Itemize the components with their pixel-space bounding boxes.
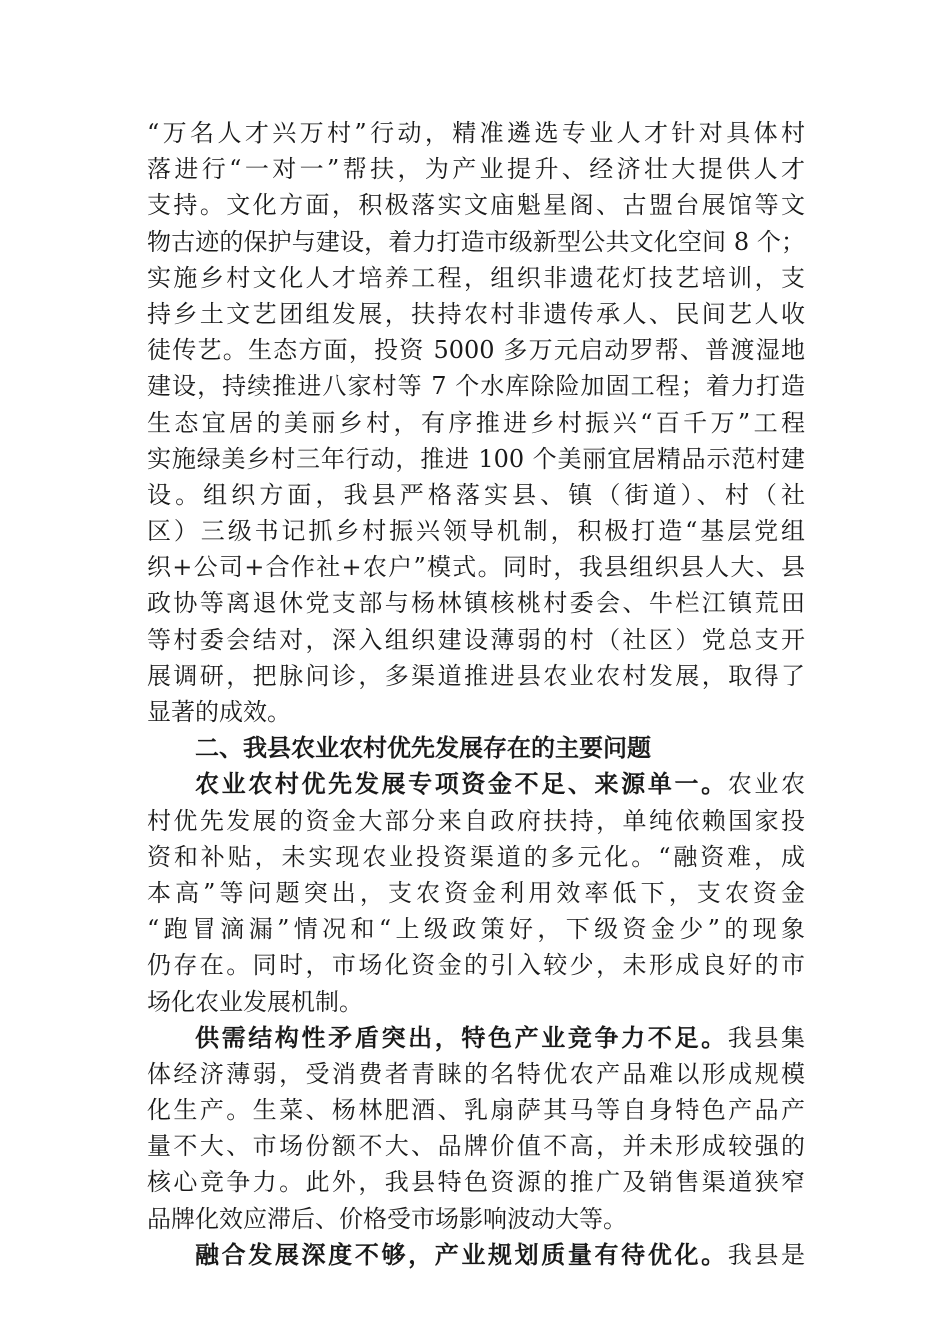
text-line: 体经济薄弱，受消费者青睐的名特优农产品难以形成规模 [147,1059,805,1088]
text-line: 等村委会结对，深入组织建设薄弱的村（社区）党总支开 [147,625,805,654]
text-line: 物古迹的保护与建设，着力打造市级新型公共文化空间 8 个； [147,227,805,256]
paragraph-first-line [147,766,805,802]
text-line: 仍存在。同时，市场化资金的引入较少，未形成良好的市 [147,951,805,980]
text-line: 本高”等问题突出，支农资金利用效率低下，支农资金 [147,878,805,907]
text-line: 徒传艺。生态方面，投资 5000 多万元启动罗帮、普渡湿地 [147,336,805,365]
paragraph-lead-tail: 我县集 [727,1023,806,1052]
text-line: 建设，持续推进八家村等 7 个水库除险加固工程；着力打造 [147,372,805,401]
paragraph-lead: 融合发展深度不够，产业规划质量有待优化。 [195,1239,728,1269]
text-line: 区）三级书记抓乡村振兴领导机制，积极打造“基层党组 [147,517,805,546]
section-heading: 二、我县农业农村优先发展存在的主要问题 [195,733,651,763]
paragraph-lead-tail: 农业农 [727,770,806,799]
text-line: 持乡土文艺团组发展，扶持农村非遗传承人、民间艺人收 [147,299,805,328]
paragraph-lead: 农业农村优先发展专项资金不足、来源单一。 [195,769,728,799]
text-line: “跑冒滴漏”情况和“上级政策好，下级资金少”的现象 [147,915,805,944]
text-line: 政协等离退休党支部与杨林镇核桃村委会、牛栏江镇荒田 [147,589,805,618]
text-line: 显著的成效。 [147,698,291,726]
text-line: “万名人才兴万村”行动，精准遴选专业人才针对具体村 [147,119,805,147]
text-line: 资和补贴，未实现农业投资渠道的多元化。“融资难，成 [147,842,805,871]
text-line: 织+公司+合作社+农户”模式。同时，我县组织县人大、县 [147,553,805,582]
document-body [147,115,805,1273]
text-line: 实施乡村文化人才培养工程，组织非遗花灯技艺培训，支 [147,263,805,292]
paragraph-first-line [147,1020,805,1056]
text-line: 生态宜居的美丽乡村，有序推进乡村振兴“百千万”工程 [147,408,805,437]
text-line: 核心竞争力。此外，我县特色资源的推广及销售渠道狭窄 [147,1168,805,1197]
text-line: 量不大、市场份额不大、品牌价值不高，并未形成较强的 [147,1132,805,1161]
text-line: 实施绿美乡村三年行动，推进 100 个美丽宜居精品示范村建 [147,444,805,473]
text-line: 设。组织方面，我县严格落实县、镇（街道）、村（社 [147,480,805,509]
text-line: 场化农业发展机制。 [147,987,363,1016]
text-line: 落进行“一对一”帮扶，为产业提升、经济壮大提供人才 [147,155,805,184]
paragraph-first-line [147,1237,805,1273]
text-line: 化生产。生菜、杨林肥酒、乳扇萨其马等自身特色产品产 [147,1096,805,1125]
text-line: 展调研，把脉问诊，多渠道推进县农业农村发展，取得了 [147,661,805,690]
paragraph-lead: 供需结构性矛盾突出，特色产业竞争力不足。 [195,1022,728,1052]
paragraph-lead-tail: 我县是 [727,1240,806,1269]
text-line: 村优先发展的资金大部分来自政府扶持，单纯依赖国家投 [147,806,805,835]
text-line: 品牌化效应滞后、价格受市场影响波动大等。 [147,1204,627,1233]
text-line: 支持。文化方面，积极落实文庙魁星阁、古盟台展馆等文 [147,191,805,220]
